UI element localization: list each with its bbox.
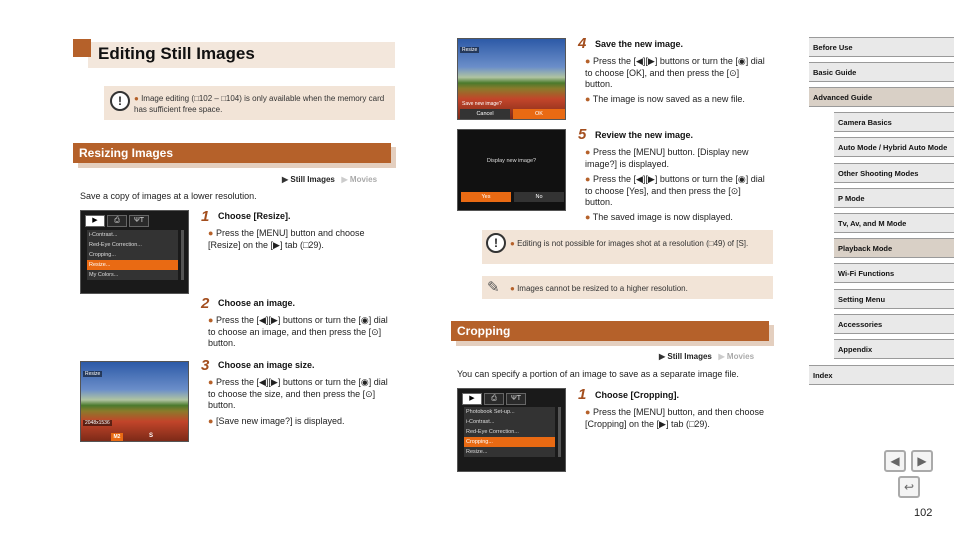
camera-screen-display [457,129,566,211]
bullet-icon: ● [585,407,591,417]
scrollbar [558,407,561,457]
step-title: Review the new image. [595,130,694,140]
step-number: 4 [578,35,587,52]
filter-movies: Movies [349,175,378,184]
bullet-icon: ● [208,228,214,238]
step-number: 3 [201,357,210,374]
page-title: Editing Still Images [98,44,255,63]
nav-p-mode[interactable]: P Mode [834,188,954,208]
step-text: The saved image is now displayed. [592,212,733,222]
previous-page-icon[interactable]: ◀ [884,450,906,472]
step-title: Choose an image size. [218,360,315,370]
note-box-resolution [482,230,773,264]
bullet-icon: ● [208,416,214,426]
page-number: 102 [914,507,933,519]
filter-tags-resizing [282,175,377,184]
nav-before-use[interactable]: Before Use [809,37,954,57]
step-number: 1 [201,208,210,225]
caution-icon: ! [486,233,506,253]
camera-screen-menu [80,210,189,294]
size-small: S [149,433,154,439]
nav-auto-mode[interactable]: Auto Mode / Hybrid Auto Mode [834,137,954,157]
next-page-icon[interactable]: ▶ [911,450,933,472]
settings-tab-icon: ΨΤ [506,393,526,405]
note-text: Images cannot be resized to a higher resolution. [517,284,688,293]
nav-index[interactable]: Index [809,365,954,385]
bullet-icon: ● [208,315,214,325]
save-prompt: Save new image? [462,101,502,107]
note-text: Editing is not possible for images shot at a resolution (□49) of [S]. [517,239,749,248]
playback-tab-icon: ▶ [85,215,105,227]
no-button: No [514,192,564,202]
camera-screen-resize [80,361,189,442]
camera-screen-crop-menu [457,388,566,472]
step-number: 2 [201,295,210,312]
cancel-button: Cancel [460,109,510,119]
menu-item: i-Contrast... [464,417,555,427]
return-icon[interactable]: ↩ [898,476,920,498]
bullet-icon: ● [585,174,591,184]
nav-basic-guide[interactable]: Basic Guide [809,62,954,82]
step-text: Press the [◀][▶] buttons or turn the [◉] dial to choose [OK], and then press the [⊙] button. [585,56,765,89]
menu-item: Red-Eye Correction... [464,427,555,437]
nav-playback-mode[interactable]: Playback Mode [834,238,954,258]
nav-setting-menu[interactable]: Setting Menu [834,289,954,309]
title-marker [73,39,91,57]
bullet-icon: ● [510,239,515,248]
step-text: Press the [MENU] button, and then choose [Cropping] on the [▶] tab (□29). [585,407,765,429]
step-title: Choose [Cropping]. [595,390,679,400]
nav-other-shooting-modes[interactable]: Other Shooting Modes [834,163,954,183]
step-text: [Save new image?] is displayed. [215,416,345,426]
yes-button: Yes [461,192,511,202]
section-header-resizing: Resizing Images [73,143,391,163]
resizing-intro: Save a copy of images at a lower resolution. [80,191,257,201]
print-tab-icon: ⎙ [484,393,504,405]
step-text: Press the [◀][▶] buttons or turn the [◉] dial to choose the size, and then press the [⊙] button. [208,377,388,410]
pencil-icon: ✎ [487,279,500,296]
step-title: Choose an image. [218,298,296,308]
cropping-intro: You can specify a portion of an image to save as a separate image file. [457,369,739,379]
step-text: Press the [MENU] button and choose [Resize] on the [▶] tab (□29). [208,228,365,250]
nav-advanced-guide[interactable]: Advanced Guide [809,87,954,107]
step-text: Press the [◀][▶] buttons or turn the [◉] dial to choose [Yes], and then press the [⊙] button. [585,174,765,207]
menu-item-selected: Cropping... [464,437,555,447]
playback-tab-icon: ▶ [462,393,482,405]
step-text: The image is now saved as a new file. [592,94,745,104]
menu-item: Red-Eye Correction... [87,240,178,250]
print-tab-icon: ⎙ [107,215,127,227]
ok-button: OK [513,109,565,119]
menu-item-selected: Resize... [87,260,178,270]
nav-wifi-functions[interactable]: Wi-Fi Functions [834,263,954,283]
step-title: Save the new image. [595,39,684,49]
step-number: 1 [578,386,587,403]
triangle-icon: ▶ [659,352,666,361]
bullet-icon: ● [585,212,591,222]
caution-icon: ! [110,91,130,111]
nav-appendix[interactable]: Appendix [834,339,954,359]
menu-item: My Colors... [87,270,178,280]
filter-tags-cropping [659,352,754,361]
menu-item: Resize... [464,447,555,457]
section-header-cropping: Cropping [451,321,769,341]
step-text: Press the [MENU] button. [Display new image?] is displayed. [585,147,749,169]
filter-still: Still Images [667,352,712,361]
step-number: 5 [578,126,587,143]
screen-label: Resize [462,47,478,53]
size-text: 2048x1536 [85,420,110,426]
bullet-icon: ● [585,94,591,104]
bullet-icon: ● [585,56,591,66]
note-box-top [104,86,395,120]
menu-item: Photobook Set-up... [464,407,555,417]
nav-tv-av-m-mode[interactable]: Tv, Av, and M Mode [834,213,954,233]
triangle-icon: ▶ [282,175,289,184]
filter-movies: Movies [726,352,755,361]
triangle-icon: ▶ [718,352,725,361]
step-text: Press the [◀][▶] buttons or turn the [◉] dial to choose an image, and then press the [⊙] button. [208,315,388,348]
bullet-icon: ● [585,147,591,157]
display-prompt: Display new image? [486,158,537,164]
size-badge: M2 [111,433,123,442]
settings-tab-icon: ΨΤ [129,215,149,227]
menu-item: i-Contrast... [87,230,178,240]
note-box-higher [482,276,773,299]
triangle-icon: ▶ [341,175,348,184]
step-title: Choose [Resize]. [218,211,291,221]
screen-label: Resize [85,371,101,377]
filter-still: Still Images [290,175,335,184]
scrollbar [181,230,184,280]
nav-camera-basics[interactable]: Camera Basics [834,112,954,132]
bullet-icon: ● [134,94,139,103]
camera-screen-save [457,38,566,120]
bullet-icon: ● [510,284,515,293]
note-top-text: Image editing (□102 – □104) is only available when the memory card has sufficient free space. [134,94,385,114]
menu-item: Cropping... [87,250,178,260]
nav-accessories[interactable]: Accessories [834,314,954,334]
bullet-icon: ● [208,377,214,387]
